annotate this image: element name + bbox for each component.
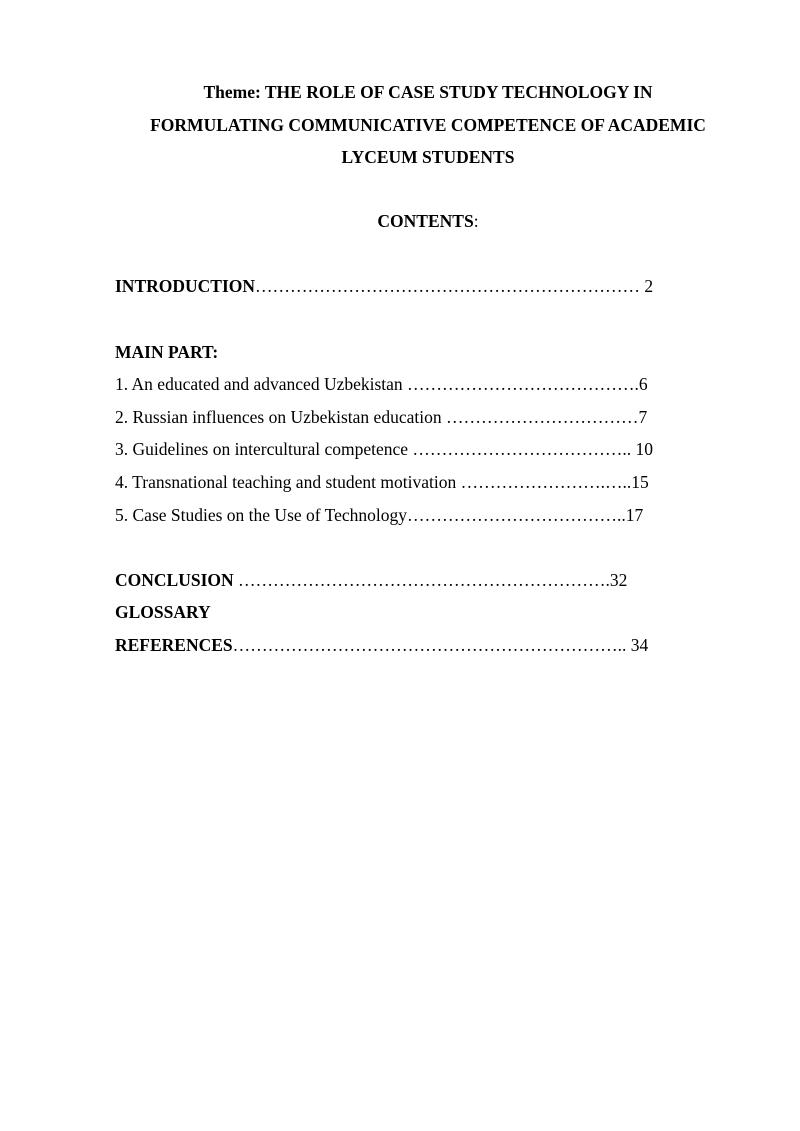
toc-entry-2: 2. Russian influences on Uzbekistan education ……………………………7 [115,407,648,427]
contents-heading-label: CONTENTS [377,211,474,231]
toc-conclusion-leader: ……………………………………………………….32 [233,570,628,590]
toc-entry-5: 5. Case Studies on the Use of Technology………………………………..17 [115,505,644,525]
toc-introduction-label: INTRODUCTION [115,276,256,296]
toc-main-part-label: MAIN PART: [115,342,219,362]
toc-entry-1: 1. An educated and advanced Uzbekistan ………………………………….6 [115,374,648,394]
toc-introduction-leader: ………………………………………………………… 2 [255,276,654,296]
title-line-3: LYCEUM STUDENTS [341,147,515,167]
title-line-2: FORMULATING COMMUNICATIVE COMPETENCE OF ACADEMIC [150,114,706,135]
toc-entry-4: 4. Transnational teaching and student motivation …………………….…..15 [115,472,649,492]
toc-references-leader: ………………………………………………………….. 34 [232,635,649,655]
title-line-1: Theme: THE ROLE OF CASE STUDY TECHNOLOGY IN [203,82,653,102]
toc-heading-main-part [115,340,218,364]
toc-references-label: REFERENCES [115,635,233,655]
toc-entry-glossary [115,600,211,624]
toc-conclusion-label: CONCLUSION [115,570,234,590]
contents-heading [100,207,756,235]
document-title [100,76,756,174]
toc-entry-conclusion [115,568,627,592]
contents-heading-colon: : [473,211,479,231]
toc-glossary-label: GLOSSARY [115,602,211,622]
toc-entry-references [115,633,648,657]
toc-entry-3: 3. Guidelines on intercultural competence ……………………………….. 10 [115,439,654,459]
toc-entry-introduction [115,274,653,298]
